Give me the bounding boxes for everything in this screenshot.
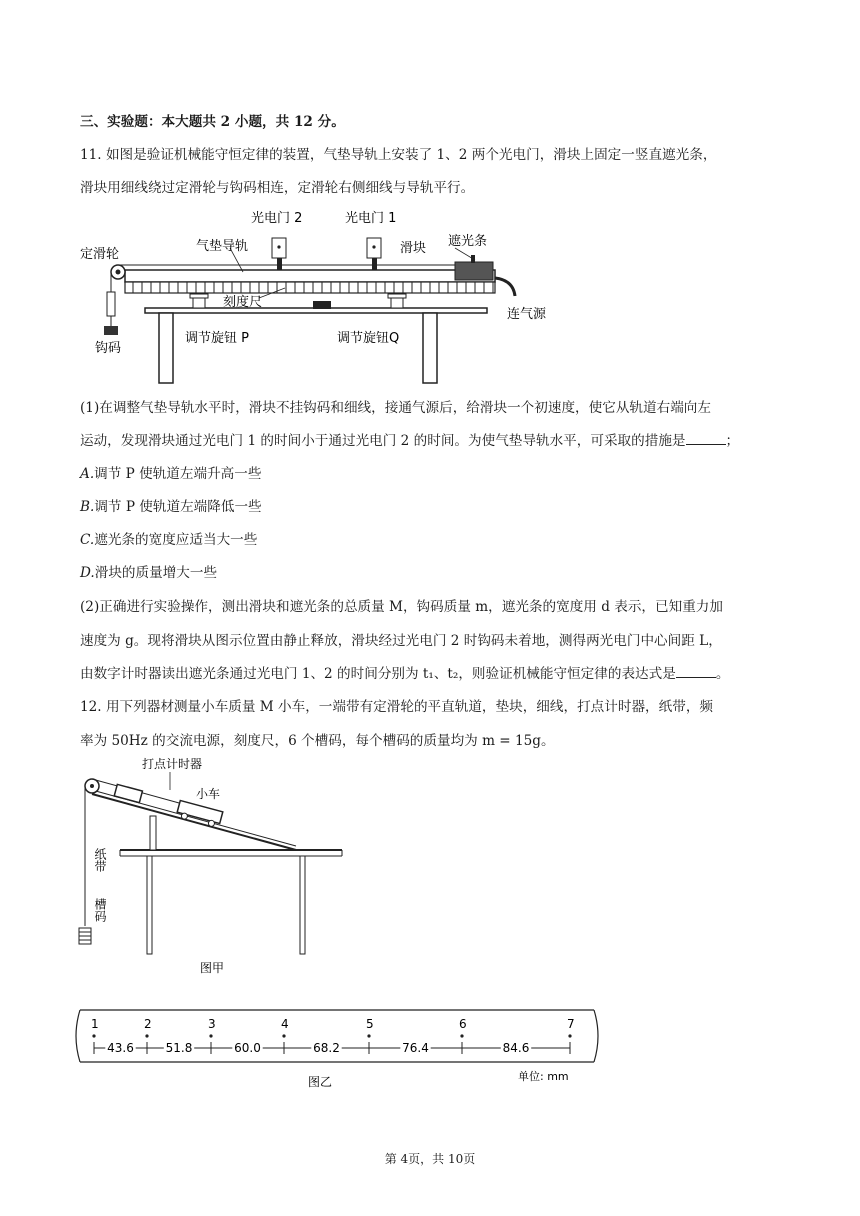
tape-unit: 单位: mm [518,1070,569,1083]
tape-dot [367,1034,370,1037]
option-a [80,464,261,484]
answer-blank-1[interactable] [686,431,726,445]
label-air-source: 连气源 [507,307,547,322]
q11-part2-line3: 由数字计时器读出遮光条通过光电门 1、2 的时间分别为 t₁、t₂，则验证机械能守恒定律的表达式是 [80,666,676,682]
tape-dot [145,1034,148,1037]
option-b [80,497,262,517]
label-ruler: 刻度尺 [223,295,263,310]
q11-part2-line2: 速度为 g。现将滑块从图示位置由静止释放，滑块经过光电门 2 时钩码未着地，测得两光电门中心间距 L， [80,633,722,649]
q11-part1-line1: (1)在调整气垫导轨水平时，滑块不挂钩码和细线，接通气源后，给滑块一个初速度，使它从轨道右端向左 [80,400,711,416]
option-b-text: 调节 P 使轨道左端降低一些 [94,499,262,515]
tape-point-label: 2 [144,1017,152,1031]
option-d-text: 滑块的质量增大一些 [94,565,218,581]
label-track: 气垫导轨 [196,239,249,254]
tape-dot [460,1034,463,1037]
q11-part2-line1: (2)正确进行实验操作，测出滑块和遮光条的总质量 M，钩码质量 m，遮光条的宽度用 d 表示，已知重力加 [80,599,723,615]
option-b-letter: B. [80,499,95,515]
option-c [80,530,257,550]
answer-blank-2[interactable] [676,664,716,678]
label-cart: 小车 [196,787,221,801]
tape-point-label: 6 [459,1017,467,1031]
tape-gap-label: 43.6 [107,1041,134,1055]
tape-dot [282,1034,285,1037]
tape-gap-label: 60.0 [234,1041,261,1055]
label-timer: 打点计时器 [142,757,203,771]
tape-dot [92,1034,95,1037]
q12-tape-figure [72,1004,612,1094]
tape-gap-label: 84.6 [502,1041,530,1055]
option-a-letter: A. [80,466,95,482]
tape-gap-label: 68.2 [313,1041,340,1055]
option-c-text: 遮光条的宽度应适当大一些 [94,532,258,548]
tape-point-label: 5 [366,1017,374,1031]
section-title: 三、实验题：本大题共 2 小题，共 12 分。 [80,114,345,130]
label-shade: 遮光条 [448,234,488,249]
fig2-caption: 图乙 [308,1075,333,1089]
q11-part1-line2-wrap [80,431,739,451]
q11-part2-end: 。 [715,666,730,682]
q12-stem-line2: 率为 50Hz 的交流电源，刻度尺，6 个槽码，每个槽码的质量均为 m = 15g。 [80,733,555,749]
page-footer: 第 4页，共 10页 [384,1152,476,1166]
label-knob-q: 调节旋钮Q [337,331,400,346]
label-gate2: 光电门 2 [251,211,303,226]
tape-dot [568,1034,571,1037]
option-c-letter: C. [80,532,95,548]
tape-point-label: 3 [208,1017,216,1031]
q12-cart-figure [70,750,360,980]
option-a-text: 调节 P 使轨道左端升高一些 [94,466,262,482]
tape-point-label: 4 [281,1017,289,1031]
label-slider: 滑块 [400,241,427,256]
option-d [80,563,217,583]
option-d-letter: D. [80,565,95,581]
label-knob-p: 调节旋钮 P [185,331,249,346]
fig1-caption: 图甲 [200,961,225,975]
q11-part2-line3-wrap [80,664,729,684]
q11-part1-end: ； [725,433,740,449]
label-weights: 槽码 [93,898,107,922]
q11-air-track-figure [75,200,575,388]
label-weight: 钩码 [95,341,122,356]
q11-part1-line2: 运动，发现滑块通过光电门 1 的时间小于通过光电门 2 的时间。为使气垫导轨水平，可采取的措施是 [80,433,686,449]
q11-stem-line1: 11. 如图是验证机械能守恒定律的装置，气垫导轨上安装了 1、2 两个光电门，滑块上固定一竖直遮光条， [80,147,717,163]
tape-gap-label: 51.8 [165,1041,193,1055]
tape-gap-label: 76.4 [402,1041,429,1055]
tape-dot [209,1034,212,1037]
label-gate1: 光电门 1 [345,211,397,226]
q11-stem-line2: 滑块用细线绕过定滑轮与钩码相连，定滑轮右侧细线与导轨平行。 [80,180,475,196]
q12-stem-line1: 12. 用下列器材测量小车质量 M 小车，一端带有定滑轮的平直轨道，垫块，细线，打点计时器，纸带，频 [80,699,714,715]
tape-point-label: 1 [91,1017,99,1031]
label-tape: 纸带 [93,848,107,872]
tape-point-label: 7 [567,1017,575,1031]
label-pulley: 定滑轮 [80,247,120,262]
